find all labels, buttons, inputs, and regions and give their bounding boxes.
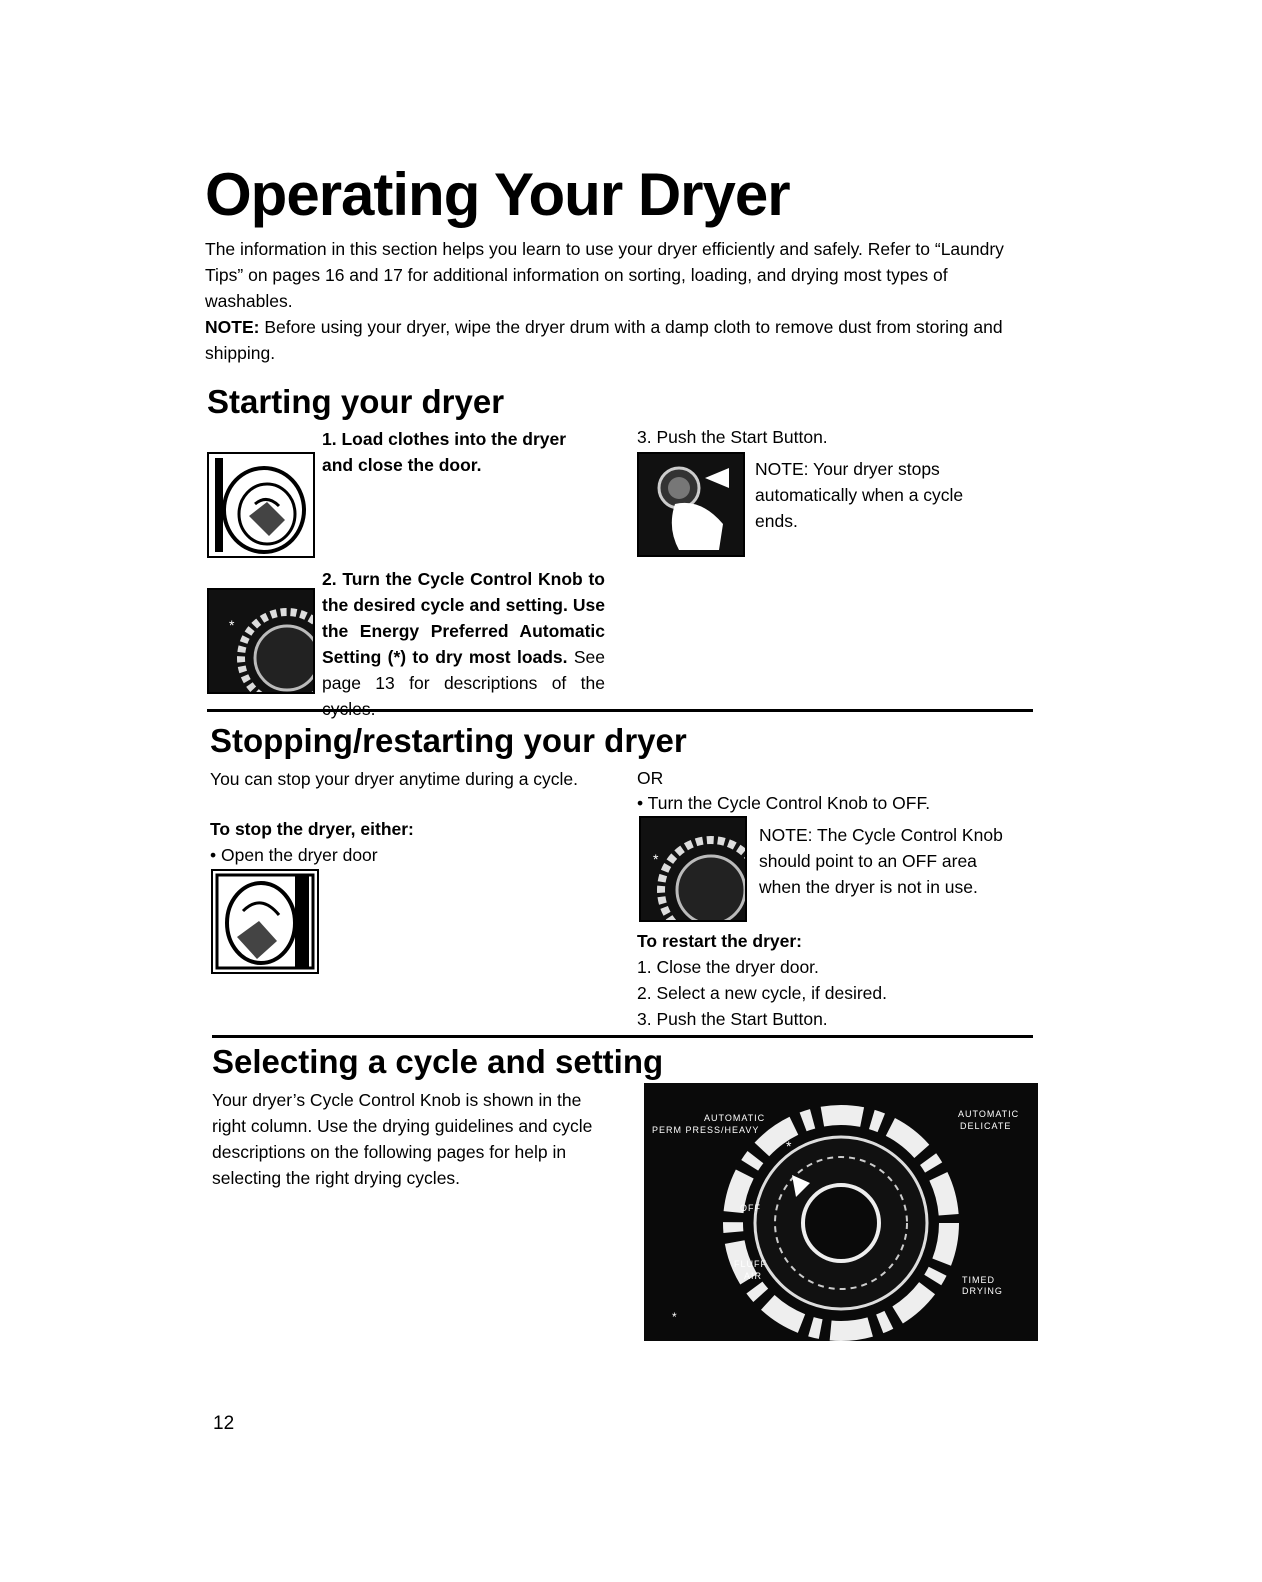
knob-off-image — [639, 816, 747, 922]
step-2-bold-text: 2. Turn the Cycle Control Knob to the desired cycle and setting. Use the Energy Preferred Automatic Setting (*) to dry most loads. — [322, 569, 605, 667]
bullet-open-door: • Open the dryer door — [210, 845, 378, 865]
dial-label-automatic-right: AUTOMATIC — [958, 1109, 1020, 1119]
section-divider — [207, 709, 1033, 712]
note-label: NOTE: — [205, 317, 260, 337]
dial-label-air: AIR — [744, 1271, 763, 1281]
note-paragraph — [205, 314, 1015, 366]
dial-label-drying: DRYING — [962, 1286, 1003, 1296]
dial-label-delicate: DELICATE — [960, 1121, 1012, 1131]
starting-heading: Starting your dryer — [207, 383, 505, 420]
knob-off-note: NOTE: The Cycle Control Knob should point to an OFF area when the dryer is not in use. — [759, 825, 1003, 897]
selecting-heading: Selecting a cycle and setting — [212, 1043, 664, 1080]
section-divider — [212, 1035, 1033, 1038]
dial-label-timed: TIMED — [962, 1275, 995, 1285]
selecting-text: Your dryer’s Cycle Control Knob is shown in the right column. Use the drying guidelines and cycle descriptions on the following pages for help in selecting the right drying cycles. — [212, 1090, 593, 1188]
start-note: NOTE: Your dryer stops automatically when a cycle ends. — [755, 459, 964, 531]
step-2-text: See page 13 for descriptions of the — [322, 647, 605, 693]
page-number: 12 — [213, 1413, 235, 1434]
dial-label-fluff: FLUFF — [734, 1259, 767, 1269]
open-door-image — [211, 869, 319, 974]
restart-step-2: 2. Select a new cycle, if desired. — [637, 983, 887, 1003]
to-restart-label: To restart the dryer: — [637, 931, 802, 951]
dial-label-off: OFF — [740, 1203, 761, 1213]
restart-step-1: 1. Close the dryer door. — [637, 957, 819, 977]
svg-text:*: * — [229, 617, 235, 633]
svg-text:*: * — [672, 1310, 677, 1324]
step-1-text: 1. Load clothes into the dryer and close the door. — [322, 429, 567, 475]
stopping-intro: You can stop your dryer anytime during a cycle. — [210, 769, 579, 789]
or-label: OR — [637, 768, 664, 788]
intro-paragraph: The information in this section helps you learn to use your dryer efficiently and safely. Refer to “Laundry Tips” on pages 16 and 17 for additional information on sorting, loading, and drying most types of washables. — [205, 239, 1004, 311]
starting-step-3: 3. Push the Start Button. — [637, 427, 828, 447]
svg-text:*: * — [653, 851, 659, 867]
starting-step-2 — [207, 566, 605, 722]
dial-label-automatic-left: AUTOMATIC — [704, 1113, 766, 1123]
bullet-turn-knob: • Turn the Cycle Control Knob to OFF. — [637, 793, 931, 813]
page-title: Operating Your Dryer — [205, 161, 790, 228]
cycle-control-knob-image — [644, 1083, 1038, 1341]
svg-text:*: * — [786, 1138, 792, 1154]
note-text: Before using your dryer, wipe the dryer drum with a damp cloth to remove dust from storing and shipping. — [205, 317, 1003, 363]
stopping-heading: Stopping/restarting your dryer — [210, 722, 687, 759]
starting-step-1 — [207, 426, 592, 570]
start-button-image — [637, 452, 745, 557]
dial-label-perm-press: PERM PRESS/HEAVY — [652, 1125, 760, 1135]
to-stop-label: To stop the dryer, either: — [210, 819, 414, 839]
restart-step-3: 3. Push the Start Button. — [637, 1009, 828, 1029]
